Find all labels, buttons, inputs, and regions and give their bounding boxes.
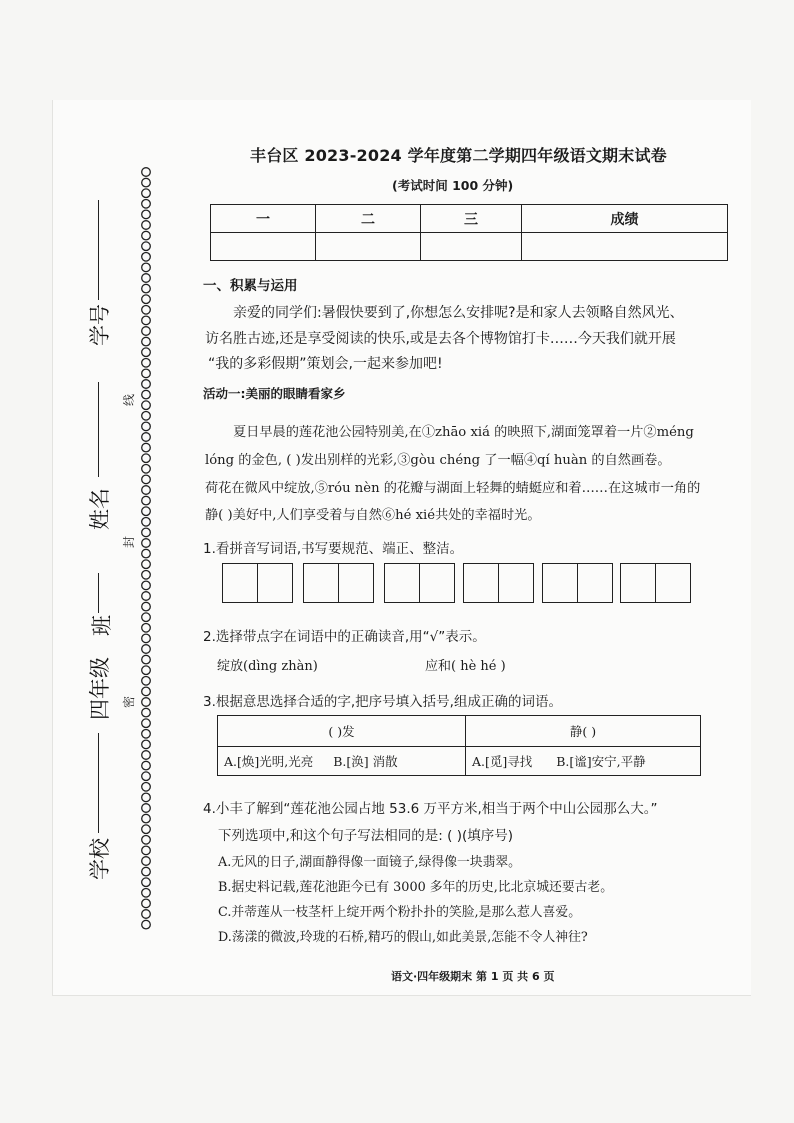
q2-item-1[interactable]: 绽放(dìng zhàn) xyxy=(217,659,318,674)
score-table xyxy=(210,204,728,261)
binding-circle xyxy=(142,761,151,770)
binding-circle xyxy=(142,507,151,516)
binding-circle xyxy=(142,825,151,834)
q3-left-option-b: B.[涣] 消散 xyxy=(333,754,398,769)
binding-circle xyxy=(142,390,151,399)
binding-circle xyxy=(142,751,151,760)
score-col-total: 成绩 xyxy=(522,205,728,233)
binding-circle xyxy=(142,708,151,717)
score-cell-total[interactable] xyxy=(522,233,728,261)
q3-options-table xyxy=(217,715,701,776)
binding-circle xyxy=(142,295,151,304)
binding-circle xyxy=(142,910,151,919)
binding-circle xyxy=(142,602,151,611)
binding-circle xyxy=(142,730,151,739)
q4-option-c: C.并蒂莲从一枝茎杆上绽开两个粉扑扑的笑脸,是那么惹人喜爱。 xyxy=(218,905,581,920)
binding-circle xyxy=(142,348,151,357)
binding-circle xyxy=(142,571,151,580)
page-footer: 语文·四年级期末 第 1 页 共 6 页 xyxy=(391,970,555,983)
binding-circle xyxy=(142,337,151,346)
binding-circle xyxy=(142,284,151,293)
binding-circle xyxy=(142,496,151,505)
binding-circle xyxy=(142,836,151,845)
binding-circle xyxy=(142,793,151,802)
binding-circle xyxy=(142,634,151,643)
grade-label: 四年级 xyxy=(88,657,112,720)
name-label: 姓名 xyxy=(88,488,112,530)
question-1: 1.看拼音写词语,书写要规范、端正、整洁。 xyxy=(203,541,464,557)
passage-line-3: 荷花在微风中绽放,⑤róu nèn 的花瓣与湖面上轻舞的蜻蜓应和着……在这城市一角的 xyxy=(205,481,701,496)
score-cell-3[interactable] xyxy=(421,233,522,261)
page-title: 丰台区 2023-2024 学年度第二学期四年级语文期末试卷 xyxy=(250,146,667,165)
score-cell-1[interactable] xyxy=(211,233,316,261)
q4-option-d: D.荡漾的微波,玲珑的石桥,精巧的假山,如此美景,怎能不令人神往? xyxy=(218,930,588,945)
binding-circle xyxy=(142,687,151,696)
binding-circle xyxy=(142,539,151,548)
binding-circle xyxy=(142,274,151,283)
q3-right-blank[interactable]: 静( ) xyxy=(466,716,701,747)
binding-circle xyxy=(142,666,151,675)
binding-circle xyxy=(142,857,151,866)
binding-circle xyxy=(142,327,151,336)
binding-circle xyxy=(142,316,151,325)
class-label: 班 xyxy=(90,615,114,636)
binding-circle xyxy=(142,814,151,823)
binding-circle xyxy=(142,645,151,654)
binding-circle xyxy=(142,359,151,368)
binding-circle xyxy=(142,412,151,421)
binding-circle xyxy=(142,549,151,558)
intro-line-2: 访名胜古迹,还是享受阅读的快乐,或是去各个博物馆打卡……今天我们就开展 xyxy=(205,331,676,347)
binding-circle xyxy=(142,613,151,622)
binding-circle xyxy=(142,369,151,378)
binding-circle xyxy=(142,306,151,315)
binding-circle xyxy=(142,200,151,209)
score-col-2: 二 xyxy=(316,205,421,233)
binding-circle xyxy=(142,253,151,262)
binding-circle xyxy=(142,867,151,876)
intro-line-3: “我的多彩假期”策划会,一起来参加吧! xyxy=(208,356,443,372)
question-2: 2.选择带点字在词语中的正确读音,用“√”表示。 xyxy=(203,629,486,645)
binding-circle xyxy=(142,380,151,389)
binding-circle xyxy=(142,454,151,463)
binding-circle xyxy=(142,772,151,781)
q3-right-option-b: B.[谧]安宁,平静 xyxy=(556,754,646,769)
q4-prompt: 下列选项中,和这个句子写法相同的是: ( )(填序号) xyxy=(218,828,513,844)
binding-circle xyxy=(142,783,151,792)
binding-circle xyxy=(142,189,151,198)
q4-option-a: A.无风的日子,湖面静得像一面镜子,绿得像一块翡翠。 xyxy=(218,855,521,870)
q3-right-option-a: A.[觅]寻找 xyxy=(472,754,533,769)
binding-circle xyxy=(142,592,151,601)
binding-circle xyxy=(142,178,151,187)
passage-line-1: 夏日早晨的莲花池公园特别美,在①zhāo xiá 的映照下,湖面笼罩着一片②méng xyxy=(233,425,694,440)
question-4: 4.小丰了解到“莲花池公园占地 53.6 万平方米,相当于两个中山公园那么大。” xyxy=(203,801,658,817)
marker-mi: 密 xyxy=(122,695,136,708)
question-3: 3.根据意思选择合适的字,把序号填入括号,组成正确的词语。 xyxy=(203,694,562,710)
school-line xyxy=(98,733,99,833)
section-heading: 一、积累与运用 xyxy=(203,278,298,294)
school-label: 学校 xyxy=(88,838,112,880)
q3-left-option-a: A.[焕]光明,光亮 xyxy=(224,754,314,769)
binding-circle xyxy=(142,719,151,728)
binding-margin xyxy=(0,0,200,1123)
score-col-1: 一 xyxy=(211,205,316,233)
q2-item-2[interactable]: 应和( hè hé ) xyxy=(425,659,506,674)
q4-option-b: B.据史料记载,莲花池距今已有 3000 多年的历史,比北京城还要古老。 xyxy=(218,880,614,895)
marker-xian: 线 xyxy=(122,393,136,406)
binding-circle xyxy=(142,581,151,590)
student-no-label: 学号 xyxy=(88,304,112,346)
binding-circle xyxy=(142,518,151,527)
binding-circle xyxy=(142,401,151,410)
class-line xyxy=(98,573,99,613)
binding-circle xyxy=(142,655,151,664)
binding-circle xyxy=(142,878,151,887)
binding-circle xyxy=(142,210,151,219)
q3-left-options xyxy=(218,747,466,776)
score-cell-2[interactable] xyxy=(316,233,421,261)
binding-circle xyxy=(142,846,151,855)
q3-right-options xyxy=(466,747,701,776)
binding-circle xyxy=(142,242,151,251)
binding-circle xyxy=(142,698,151,707)
binding-circle xyxy=(142,221,151,230)
passage-line-4: 静( )美好中,人们享受着与自然⑥hé xié共处的幸福时光。 xyxy=(205,508,541,523)
binding-circle xyxy=(142,263,151,272)
binding-circle xyxy=(142,528,151,537)
intro-line-1: 亲爱的同学们:暑假快要到了,你想怎么安排呢?是和家人去领略自然风光、 xyxy=(233,305,684,321)
binding-circle xyxy=(142,231,151,240)
binding-circle xyxy=(142,443,151,452)
activity1-heading: 活动一:美丽的眼睛看家乡 xyxy=(203,386,346,401)
binding-circle xyxy=(142,433,151,442)
binding-circle xyxy=(142,889,151,898)
binding-circle xyxy=(142,486,151,495)
passage-line-2: lóng 的金色, ( )发出别样的光彩,③gòu chéng 了一幅④qí huàn 的自然画卷。 xyxy=(205,453,671,468)
q3-left-blank[interactable]: ( )发 xyxy=(218,716,466,747)
binding-circle xyxy=(142,422,151,431)
binding-circle xyxy=(142,804,151,813)
binding-circle xyxy=(142,475,151,484)
binding-circle xyxy=(142,465,151,474)
binding-circle xyxy=(142,560,151,569)
score-col-3: 三 xyxy=(421,205,522,233)
binding-circle xyxy=(142,899,151,908)
marker-feng: 封 xyxy=(122,535,136,548)
binding-circle xyxy=(142,740,151,749)
binding-circle xyxy=(142,920,151,929)
student-no-line xyxy=(98,200,99,300)
name-line xyxy=(98,382,99,477)
exam-duration: (考试时间 100 分钟) xyxy=(392,178,514,193)
binding-circle-line xyxy=(139,166,153,931)
binding-circle xyxy=(142,677,151,686)
binding-circle xyxy=(142,624,151,633)
binding-circle xyxy=(142,168,151,177)
